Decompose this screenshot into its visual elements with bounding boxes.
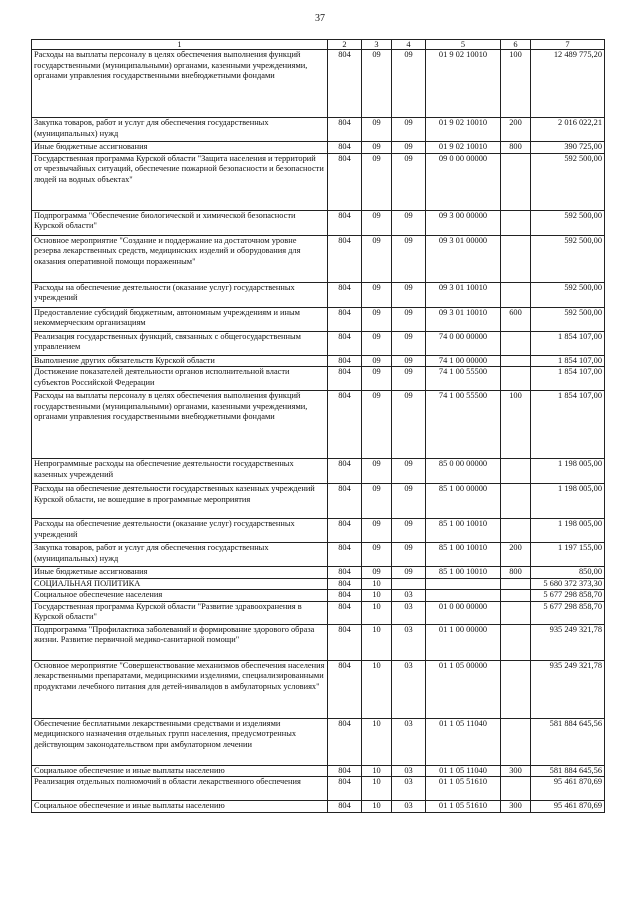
row-target-article: 74 1 00 55500 bbox=[426, 391, 501, 459]
row-ministry-code: 804 bbox=[328, 624, 362, 660]
row-amount: 1 854 107,00 bbox=[531, 391, 605, 459]
table-row bbox=[32, 142, 605, 154]
table-row bbox=[32, 624, 605, 660]
row-name-cell: Предоставление субсидий бюджетным, автономным учреждениям и иным некоммерческим организациям bbox=[32, 307, 328, 331]
row-name-cell: Основное мероприятие "Совершенствование механизмов обеспечения населения лекарственными препаратами, медицинскими изделиями, специализированными продуктами лечебного питания для детей-инвалидов в амбулаторных условиях" bbox=[32, 660, 328, 718]
row-expense-type bbox=[501, 282, 531, 307]
row-amount: 2 016 022,21 bbox=[531, 118, 605, 142]
table-row bbox=[32, 331, 605, 355]
row-ministry-code: 804 bbox=[328, 153, 362, 210]
row-ministry-code: 804 bbox=[328, 590, 362, 602]
row-expense-type bbox=[501, 519, 531, 543]
row-amount: 1 854 107,00 bbox=[531, 367, 605, 391]
row-section-code: 09 bbox=[362, 50, 392, 118]
row-target-article: 09 3 00 00000 bbox=[426, 210, 501, 235]
table-row bbox=[32, 484, 605, 519]
row-amount: 592 500,00 bbox=[531, 235, 605, 282]
table-row bbox=[32, 153, 605, 210]
row-subsection-code: 09 bbox=[392, 484, 426, 519]
row-amount: 5 677 298 858,70 bbox=[531, 601, 605, 624]
row-target-article: 01 1 05 51610 bbox=[426, 777, 501, 801]
row-section-code: 09 bbox=[362, 142, 392, 154]
row-target-article: 85 1 00 10010 bbox=[426, 567, 501, 579]
row-expense-type: 300 bbox=[501, 765, 531, 777]
row-name-cell: Расходы на обеспечение деятельности (оказание услуг) государственных учреждений bbox=[32, 282, 328, 307]
row-expense-type bbox=[501, 459, 531, 484]
row-amount: 935 249 321,78 bbox=[531, 624, 605, 660]
row-ministry-code: 804 bbox=[328, 484, 362, 519]
table-row bbox=[32, 601, 605, 624]
row-target-article: 01 9 02 10010 bbox=[426, 142, 501, 154]
row-expense-type bbox=[501, 601, 531, 624]
column-header: 1 bbox=[32, 40, 328, 50]
row-name-cell: Иные бюджетные ассигнования bbox=[32, 567, 328, 579]
row-amount: 581 884 645,56 bbox=[531, 718, 605, 765]
row-expense-type: 800 bbox=[501, 142, 531, 154]
row-section-code: 10 bbox=[362, 718, 392, 765]
row-section-code: 10 bbox=[362, 601, 392, 624]
row-name-cell: Подпрограмма "Обеспечение биологической и химической безопасности Курской области" bbox=[32, 210, 328, 235]
table-row bbox=[32, 718, 605, 765]
row-subsection-code: 09 bbox=[392, 307, 426, 331]
row-subsection-code: 09 bbox=[392, 543, 426, 567]
table-row bbox=[32, 118, 605, 142]
row-subsection-code: 03 bbox=[392, 765, 426, 777]
row-ministry-code: 804 bbox=[328, 519, 362, 543]
column-header: 7 bbox=[531, 40, 605, 50]
row-target-article: 01 9 02 10010 bbox=[426, 50, 501, 118]
row-ministry-code: 804 bbox=[328, 765, 362, 777]
row-name-cell: Непрограммные расходы на обеспечение деятельности государственных казенных учреждений bbox=[32, 459, 328, 484]
row-section-code: 09 bbox=[362, 367, 392, 391]
table-row bbox=[32, 567, 605, 579]
table-row bbox=[32, 590, 605, 602]
row-expense-type: 100 bbox=[501, 391, 531, 459]
row-name-cell: Обеспечение бесплатными лекарственными средствами и изделиями медицинского назначения отдельных групп населения, предусмотренных действующим законодательством при амбулаторном лечении bbox=[32, 718, 328, 765]
row-target-article: 74 1 00 55500 bbox=[426, 367, 501, 391]
row-ministry-code: 804 bbox=[328, 578, 362, 590]
row-expense-type bbox=[501, 210, 531, 235]
row-subsection-code: 09 bbox=[392, 282, 426, 307]
row-name-cell: Расходы на обеспечение деятельности государственных казенных учреждений Курской области, не вошедшие в программные мероприятия bbox=[32, 484, 328, 519]
row-ministry-code: 804 bbox=[328, 282, 362, 307]
row-amount: 592 500,00 bbox=[531, 307, 605, 331]
row-ministry-code: 804 bbox=[328, 367, 362, 391]
row-target-article: 85 1 00 10010 bbox=[426, 519, 501, 543]
row-subsection-code: 03 bbox=[392, 801, 426, 813]
row-subsection-code: 03 bbox=[392, 590, 426, 602]
row-section-code: 10 bbox=[362, 777, 392, 801]
row-subsection-code: 09 bbox=[392, 50, 426, 118]
row-subsection-code: 09 bbox=[392, 567, 426, 579]
row-section-code: 10 bbox=[362, 624, 392, 660]
row-name-cell: Государственная программа Курской области "Защита населения и территорий от чрезвычайных ситуаций, обеспечение пожарной безопасности и безопасности людей на водных объектах" bbox=[32, 153, 328, 210]
row-section-code: 09 bbox=[362, 153, 392, 210]
row-target-article: 01 0 00 00000 bbox=[426, 601, 501, 624]
row-ministry-code: 804 bbox=[328, 210, 362, 235]
table-row bbox=[32, 765, 605, 777]
row-target-article bbox=[426, 590, 501, 602]
row-expense-type bbox=[501, 578, 531, 590]
table-row bbox=[32, 367, 605, 391]
row-section-code: 09 bbox=[362, 391, 392, 459]
row-section-code: 09 bbox=[362, 210, 392, 235]
row-section-code: 09 bbox=[362, 459, 392, 484]
row-ministry-code: 804 bbox=[328, 50, 362, 118]
row-subsection-code: 09 bbox=[392, 459, 426, 484]
row-ministry-code: 804 bbox=[328, 118, 362, 142]
row-expense-type bbox=[501, 367, 531, 391]
row-expense-type: 100 bbox=[501, 50, 531, 118]
row-amount: 581 884 645,56 bbox=[531, 765, 605, 777]
table-row bbox=[32, 50, 605, 118]
row-expense-type: 800 bbox=[501, 567, 531, 579]
row-target-article: 09 0 00 00000 bbox=[426, 153, 501, 210]
row-subsection-code: 09 bbox=[392, 391, 426, 459]
row-name-cell: Достижение показателей деятельности органов исполнительной власти субъектов Российской Федерации bbox=[32, 367, 328, 391]
row-name-cell: Реализация отдельных полномочий в области лекарственного обеспечения bbox=[32, 777, 328, 801]
row-subsection-code: 09 bbox=[392, 153, 426, 210]
row-expense-type bbox=[501, 777, 531, 801]
row-amount: 935 249 321,78 bbox=[531, 660, 605, 718]
row-name-cell: Подпрограмма "Профилактика заболеваний и формирование здорового образа жизни. Развитие первичной медико-санитарной помощи" bbox=[32, 624, 328, 660]
row-expense-type bbox=[501, 153, 531, 210]
row-expense-type bbox=[501, 355, 531, 367]
row-expense-type bbox=[501, 331, 531, 355]
table-row bbox=[32, 307, 605, 331]
row-target-article: 85 1 00 00000 bbox=[426, 484, 501, 519]
row-subsection-code: 03 bbox=[392, 777, 426, 801]
row-section-code: 09 bbox=[362, 331, 392, 355]
row-amount: 5 677 298 858,70 bbox=[531, 590, 605, 602]
row-ministry-code: 804 bbox=[328, 142, 362, 154]
row-expense-type bbox=[501, 484, 531, 519]
row-expense-type: 300 bbox=[501, 801, 531, 813]
row-subsection-code: 03 bbox=[392, 601, 426, 624]
row-section-code: 09 bbox=[362, 307, 392, 331]
row-subsection-code: 03 bbox=[392, 624, 426, 660]
row-name-cell: Иные бюджетные ассигнования bbox=[32, 142, 328, 154]
row-ministry-code: 804 bbox=[328, 331, 362, 355]
row-expense-type: 200 bbox=[501, 543, 531, 567]
column-header: 4 bbox=[392, 40, 426, 50]
row-amount: 390 725,00 bbox=[531, 142, 605, 154]
row-section-code: 10 bbox=[362, 578, 392, 590]
row-name-cell: Государственная программа Курской области "Развитие здравоохранения в Курской области" bbox=[32, 601, 328, 624]
row-target-article: 01 1 00 00000 bbox=[426, 624, 501, 660]
row-name-cell: Основное мероприятие "Создание и поддержание на достаточном уровне резерва лекарственных средств, медицинских изделий и оборудования для оказания оперативной помощи пораженным" bbox=[32, 235, 328, 282]
row-subsection-code: 09 bbox=[392, 210, 426, 235]
row-ministry-code: 804 bbox=[328, 355, 362, 367]
row-target-article: 09 3 01 00000 bbox=[426, 235, 501, 282]
row-section-code: 10 bbox=[362, 765, 392, 777]
row-name-cell: Социальное обеспечение населения bbox=[32, 590, 328, 602]
row-subsection-code bbox=[392, 578, 426, 590]
row-subsection-code: 09 bbox=[392, 235, 426, 282]
row-amount: 1 197 155,00 bbox=[531, 543, 605, 567]
row-subsection-code: 03 bbox=[392, 660, 426, 718]
row-subsection-code: 09 bbox=[392, 355, 426, 367]
row-target-article: 85 1 00 10010 bbox=[426, 543, 501, 567]
row-subsection-code: 09 bbox=[392, 519, 426, 543]
row-expense-type bbox=[501, 590, 531, 602]
row-name-cell: Социальное обеспечение и иные выплаты населению bbox=[32, 801, 328, 813]
table-row bbox=[32, 355, 605, 367]
row-ministry-code: 804 bbox=[328, 660, 362, 718]
row-section-code: 09 bbox=[362, 118, 392, 142]
column-header: 5 bbox=[426, 40, 501, 50]
row-amount: 1 854 107,00 bbox=[531, 331, 605, 355]
table-row bbox=[32, 459, 605, 484]
row-name-cell: Расходы на обеспечение деятельности (оказание услуг) государственных учреждений bbox=[32, 519, 328, 543]
column-header: 6 bbox=[501, 40, 531, 50]
row-subsection-code: 09 bbox=[392, 331, 426, 355]
table-row bbox=[32, 282, 605, 307]
column-header: 3 bbox=[362, 40, 392, 50]
row-ministry-code: 804 bbox=[328, 307, 362, 331]
row-target-article: 09 3 01 10010 bbox=[426, 307, 501, 331]
row-ministry-code: 804 bbox=[328, 718, 362, 765]
row-amount: 95 461 870,69 bbox=[531, 777, 605, 801]
page-number: 37 bbox=[315, 13, 325, 24]
row-section-code: 09 bbox=[362, 282, 392, 307]
row-expense-type: 200 bbox=[501, 118, 531, 142]
row-amount: 1 198 005,00 bbox=[531, 459, 605, 484]
row-target-article: 01 1 05 11040 bbox=[426, 765, 501, 777]
row-ministry-code: 804 bbox=[328, 235, 362, 282]
row-section-code: 10 bbox=[362, 590, 392, 602]
budget-table bbox=[31, 39, 605, 813]
row-target-article bbox=[426, 578, 501, 590]
row-section-code: 09 bbox=[362, 484, 392, 519]
table-row bbox=[32, 543, 605, 567]
row-name-cell: Закупка товаров, работ и услуг для обеспечения государственных (муниципальных) нужд bbox=[32, 543, 328, 567]
row-name-cell: Социальное обеспечение и иные выплаты населению bbox=[32, 765, 328, 777]
row-amount: 1 198 005,00 bbox=[531, 519, 605, 543]
row-target-article: 01 1 05 00000 bbox=[426, 660, 501, 718]
row-subsection-code: 09 bbox=[392, 367, 426, 391]
row-subsection-code: 09 bbox=[392, 142, 426, 154]
row-target-article: 74 1 00 00000 bbox=[426, 355, 501, 367]
row-amount: 12 489 775,20 bbox=[531, 50, 605, 118]
row-expense-type: 600 bbox=[501, 307, 531, 331]
row-amount: 5 680 372 373,30 bbox=[531, 578, 605, 590]
table-row bbox=[32, 519, 605, 543]
table-row bbox=[32, 578, 605, 590]
row-section-code: 09 bbox=[362, 543, 392, 567]
row-ministry-code: 804 bbox=[328, 543, 362, 567]
row-amount: 592 500,00 bbox=[531, 153, 605, 210]
row-name-cell: Реализация государственных функций, связанных с общегосударственным управлением bbox=[32, 331, 328, 355]
row-amount: 850,00 bbox=[531, 567, 605, 579]
row-section-code: 09 bbox=[362, 235, 392, 282]
table-row bbox=[32, 391, 605, 459]
row-amount: 592 500,00 bbox=[531, 282, 605, 307]
table-row bbox=[32, 235, 605, 282]
row-expense-type bbox=[501, 624, 531, 660]
row-subsection-code: 03 bbox=[392, 718, 426, 765]
row-expense-type bbox=[501, 235, 531, 282]
row-section-code: 10 bbox=[362, 660, 392, 718]
row-ministry-code: 804 bbox=[328, 459, 362, 484]
row-name-cell: Выполнение других обязательств Курской области bbox=[32, 355, 328, 367]
row-amount: 95 461 870,69 bbox=[531, 801, 605, 813]
table-row bbox=[32, 777, 605, 801]
row-target-article: 85 0 00 00000 bbox=[426, 459, 501, 484]
row-expense-type bbox=[501, 660, 531, 718]
row-name-cell: СОЦИАЛЬНАЯ ПОЛИТИКА bbox=[32, 578, 328, 590]
table-row bbox=[32, 210, 605, 235]
row-amount: 1 854 107,00 bbox=[531, 355, 605, 367]
row-section-code: 10 bbox=[362, 801, 392, 813]
row-target-article: 74 0 00 00000 bbox=[426, 331, 501, 355]
table-row bbox=[32, 801, 605, 813]
row-ministry-code: 804 bbox=[328, 601, 362, 624]
row-target-article: 01 9 02 10010 bbox=[426, 118, 501, 142]
column-header: 2 bbox=[328, 40, 362, 50]
row-section-code: 09 bbox=[362, 567, 392, 579]
row-name-cell: Расходы на выплаты персоналу в целях обеспечения выполнения функций государственными (муниципальными) органами, казенными учреждениями, органами управления государственными внебюджетными фондами bbox=[32, 391, 328, 459]
row-ministry-code: 804 bbox=[328, 777, 362, 801]
row-ministry-code: 804 bbox=[328, 391, 362, 459]
row-subsection-code: 09 bbox=[392, 118, 426, 142]
row-ministry-code: 804 bbox=[328, 567, 362, 579]
row-ministry-code: 804 bbox=[328, 801, 362, 813]
row-target-article: 09 3 01 10010 bbox=[426, 282, 501, 307]
row-expense-type bbox=[501, 718, 531, 765]
row-section-code: 09 bbox=[362, 519, 392, 543]
row-name-cell: Расходы на выплаты персоналу в целях обеспечения выполнения функций государственными (муниципальными) органами, казенными учреждениями, органами управления государственными внебюджетными фондами bbox=[32, 50, 328, 118]
row-section-code: 09 bbox=[362, 355, 392, 367]
row-name-cell: Закупка товаров, работ и услуг для обеспечения государственных (муниципальных) нужд bbox=[32, 118, 328, 142]
row-amount: 592 500,00 bbox=[531, 210, 605, 235]
table-row bbox=[32, 660, 605, 718]
row-amount: 1 198 005,00 bbox=[531, 484, 605, 519]
row-target-article: 01 1 05 51610 bbox=[426, 801, 501, 813]
header-row bbox=[32, 40, 605, 50]
row-target-article: 01 1 05 11040 bbox=[426, 718, 501, 765]
